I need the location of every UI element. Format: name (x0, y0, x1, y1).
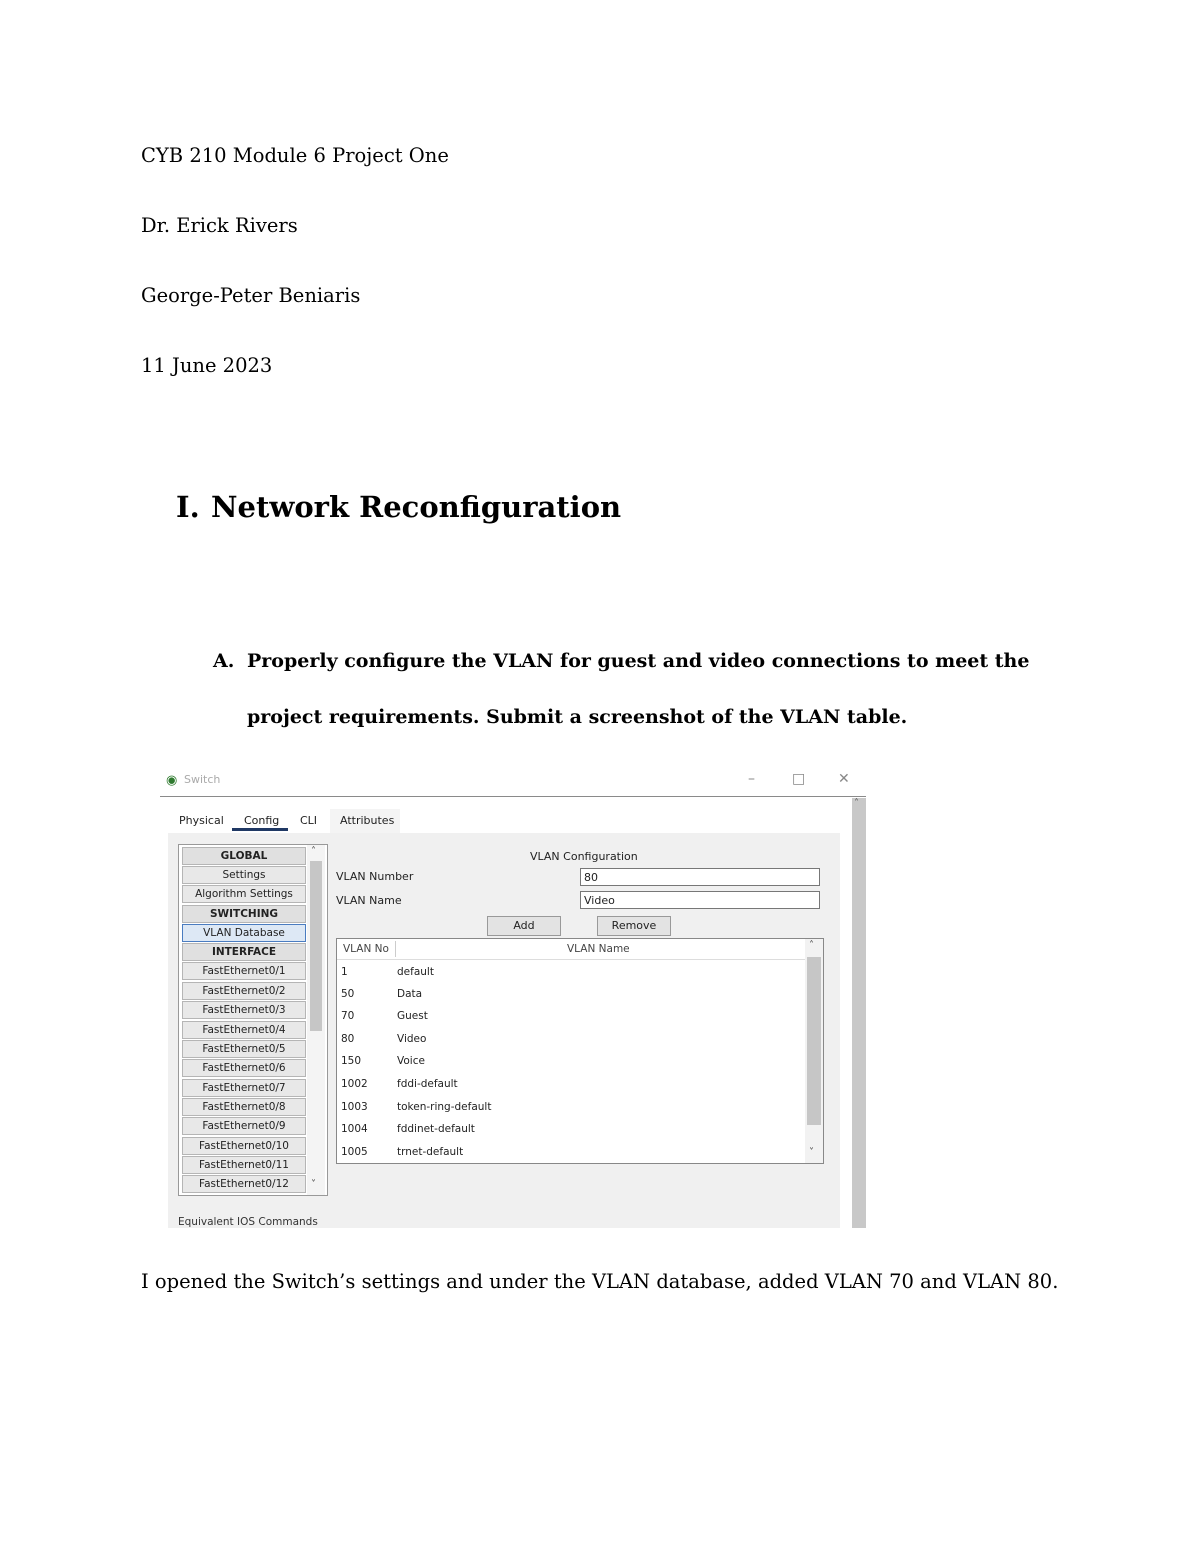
section-number: I. (176, 490, 200, 524)
course-line: CYB 210 Module 6 Project One (141, 144, 449, 167)
date-line: 11 June 2023 (141, 354, 273, 377)
switch-app-icon: ◉ (166, 773, 178, 788)
vlan-name-cell: fddinet-default (397, 1123, 475, 1135)
section-heading (176, 490, 621, 524)
maximize-icon[interactable]: □ (792, 771, 806, 787)
table-row[interactable] (337, 1097, 805, 1119)
tab-config[interactable]: Config (244, 814, 280, 827)
sidebar-item-fa0-9[interactable]: FastEthernet0/9 (182, 1117, 306, 1135)
sidebar-item-fa0-7[interactable]: FastEthernet0/7 (182, 1079, 306, 1097)
column-vlan-no: VLAN No (343, 943, 389, 955)
table-row[interactable] (337, 1006, 805, 1028)
table-row[interactable] (337, 1142, 805, 1164)
subsection-heading (213, 650, 1029, 672)
vlan-name-cell: Guest (397, 1010, 428, 1022)
subsection-line-1: Properly configure the VLAN for guest and video connections to meet the (247, 650, 1030, 672)
sidebar-item-fa0-4[interactable]: FastEthernet0/4 (182, 1021, 306, 1039)
column-vlan-name: VLAN Name (567, 943, 630, 955)
sidebar-item-fa0-1[interactable]: FastEthernet0/1 (182, 962, 306, 980)
sidebar-item-fa0-10[interactable]: FastEthernet0/10 (182, 1137, 306, 1155)
scroll-up-icon[interactable]: ˄ (854, 798, 859, 809)
vlan-number-input[interactable]: 80 (580, 868, 820, 886)
section-title: Network Reconfiguration (211, 490, 622, 524)
remove-button[interactable]: Remove (597, 916, 671, 936)
table-row[interactable] (337, 1051, 805, 1073)
sidebar-head-interface: INTERFACE (182, 943, 306, 961)
sidebar-item-fa0-3[interactable]: FastEthernet0/3 (182, 1001, 306, 1019)
vlan-name-cell: default (397, 966, 434, 978)
sidebar-item-vlan-database[interactable]: VLAN Database (182, 924, 306, 942)
subsection-line-2: project requirements. Submit a screenshot of the VLAN table. (247, 706, 908, 728)
sidebar-scroll-thumb[interactable] (310, 861, 322, 1031)
column-separator (395, 941, 396, 957)
vlan-name-cell: token-ring-default (397, 1101, 492, 1113)
sidebar-item-fa0-8[interactable]: FastEthernet0/8 (182, 1098, 306, 1116)
window-titlebar (160, 768, 866, 797)
vlan-name-cell: fddi-default (397, 1078, 458, 1090)
vlan-no-cell: 50 (341, 988, 355, 1000)
author-line: George-Peter Beniaris (141, 284, 361, 307)
vlan-config-title: VLAN Configuration (530, 850, 638, 863)
vlan-screenshot (160, 768, 866, 1228)
table-row[interactable] (337, 962, 805, 984)
table-scroll-up-icon[interactable]: ˄ (809, 940, 814, 951)
close-icon[interactable]: ✕ (838, 771, 850, 787)
caption-paragraph: I opened the Switch’s settings and under the VLAN database, added VLAN 70 and VLAN 80. (141, 1270, 1059, 1293)
vlan-no-cell: 1 (341, 966, 348, 978)
vlan-name-input[interactable]: Video (580, 891, 820, 909)
vlan-number-label: VLAN Number (336, 870, 414, 883)
vlan-no-cell: 1003 (341, 1101, 368, 1113)
sidebar-item-fa0-12[interactable]: FastEthernet0/12 (182, 1175, 306, 1193)
tab-physical[interactable]: Physical (179, 814, 224, 827)
instructor-line: Dr. Erick Rivers (141, 214, 298, 237)
add-button[interactable]: Add (487, 916, 561, 936)
window-scrollbar[interactable] (852, 798, 866, 1228)
sidebar-item-settings[interactable]: Settings (182, 866, 306, 884)
sidebar-item-fa0-11[interactable]: FastEthernet0/11 (182, 1156, 306, 1174)
table-scroll-down-icon[interactable]: ˅ (809, 1147, 814, 1158)
table-scrollbar[interactable] (805, 939, 823, 1163)
tab-attributes[interactable]: Attributes (340, 814, 395, 827)
table-row[interactable] (337, 1029, 805, 1051)
vlan-table (336, 938, 824, 1164)
vlan-name-cell: Video (397, 1033, 427, 1045)
vlan-no-cell: 1004 (341, 1123, 368, 1135)
minimize-icon[interactable]: – (748, 771, 755, 787)
vlan-no-cell: 70 (341, 1010, 355, 1022)
vlan-no-cell: 1002 (341, 1078, 368, 1090)
table-row[interactable] (337, 1074, 805, 1096)
table-row[interactable] (337, 984, 805, 1006)
vlan-no-cell: 150 (341, 1055, 362, 1067)
sidebar-scroll-down-icon[interactable]: ˅ (311, 1179, 316, 1190)
sidebar-head-switching: SWITCHING (182, 905, 306, 923)
sidebar-head-global: GLOBAL (182, 847, 306, 865)
tab-cli[interactable]: CLI (300, 814, 318, 827)
vlan-no-cell: 80 (341, 1033, 355, 1045)
window-title: Switch (184, 773, 221, 786)
vlan-name-label: VLAN Name (336, 894, 402, 907)
sidebar-item-fa0-2[interactable]: FastEthernet0/2 (182, 982, 306, 1000)
sidebar-item-algorithm-settings[interactable]: Algorithm Settings (182, 885, 306, 903)
vlan-name-cell: Data (397, 988, 423, 1000)
sidebar-scroll-up-icon[interactable]: ˄ (311, 846, 316, 857)
table-row[interactable] (337, 1119, 805, 1141)
vlan-name-cell: Voice (397, 1055, 425, 1067)
config-sidebar (178, 844, 328, 1196)
table-scroll-thumb[interactable] (807, 957, 821, 1125)
sidebar-item-fa0-5[interactable]: FastEthernet0/5 (182, 1040, 306, 1058)
vlan-name-cell: trnet-default (397, 1146, 464, 1158)
vlan-no-cell: 1005 (341, 1146, 368, 1158)
active-tab-indicator (232, 828, 288, 831)
sidebar-item-fa0-6[interactable]: FastEthernet0/6 (182, 1059, 306, 1077)
equivalent-commands-label: Equivalent IOS Commands (178, 1216, 318, 1228)
sidebar-scrollbar[interactable] (307, 845, 325, 1195)
vlan-table-header (337, 939, 805, 960)
subsection-letter: A. (213, 650, 235, 672)
